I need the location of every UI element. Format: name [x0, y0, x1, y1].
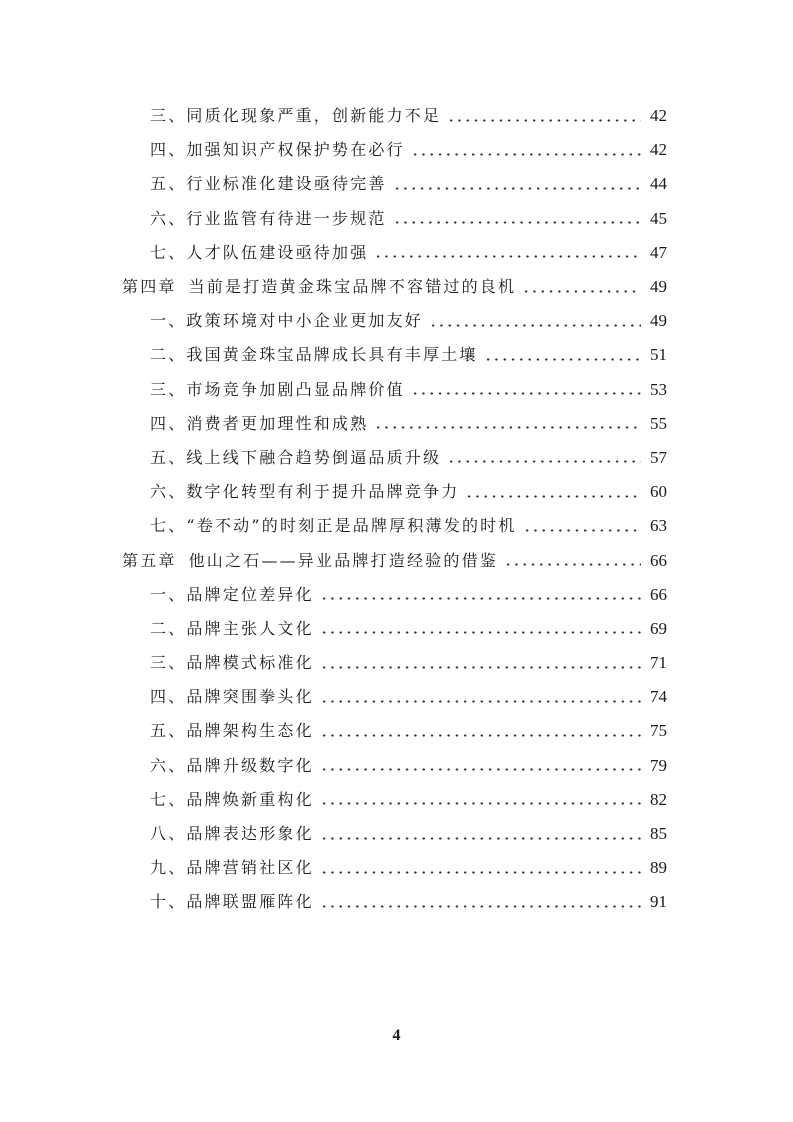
toc-entry[interactable]	[0, 817, 793, 851]
toc-dot-leader	[465, 495, 641, 498]
toc-entry-page: 60	[650, 482, 667, 502]
toc-entry-title: 三、市场竞争加剧凸显品牌价值	[150, 379, 405, 399]
toc-dot-leader	[320, 802, 641, 805]
toc-dot-leader	[411, 392, 641, 395]
toc-dot-leader	[447, 119, 641, 122]
toc-entry[interactable]	[0, 612, 793, 646]
toc-entry-page: 53	[650, 379, 667, 399]
toc-entry-page: 44	[650, 174, 667, 194]
toc-dot-leader	[320, 734, 641, 737]
toc-entry-page: 71	[650, 653, 667, 673]
toc-entry-page: 69	[650, 618, 667, 638]
toc-entry-title: 五、品牌架构生态化	[150, 721, 314, 741]
toc-dot-leader	[320, 700, 641, 703]
toc-entry-title: 四、加强知识产权保护势在必行	[150, 140, 405, 160]
toc-dot-leader	[320, 837, 641, 840]
toc-chapter-entry[interactable]	[0, 543, 793, 577]
toc-entry-page: 66	[650, 550, 667, 570]
toc-entry-title: 四、消费者更加理性和成熟	[150, 413, 369, 433]
toc-entry-title: 三、同质化现象严重，创新能力不足	[150, 106, 442, 126]
toc-dot-leader	[320, 631, 641, 634]
toc-chapter-entry[interactable]	[0, 270, 793, 304]
toc-entry-title: 二、品牌主张人文化	[150, 618, 314, 638]
toc-entry-title: 一、政策环境对中小企业更加友好	[150, 311, 424, 331]
toc-entry[interactable]	[0, 783, 793, 817]
toc-entry[interactable]	[0, 99, 793, 133]
toc-dot-leader	[523, 529, 641, 532]
toc-entry-title: 七、人才队伍建设亟待加强	[150, 242, 369, 262]
toc-dot-leader	[320, 768, 641, 771]
toc-entry-title	[122, 277, 516, 297]
toc-entry-title: 六、数字化转型有利于提升品牌竞争力	[150, 482, 460, 502]
toc-entry-page: 75	[650, 721, 667, 741]
toc-entry-title: 八、品牌表达形象化	[150, 824, 314, 844]
page-number: 4	[392, 1027, 401, 1044]
toc-entry[interactable]	[0, 133, 793, 167]
toc-entry[interactable]	[0, 851, 793, 885]
toc-chapter-number: 第五章	[122, 550, 177, 570]
toc-entry-page: 63	[650, 516, 667, 536]
toc-entry-page: 74	[650, 687, 667, 707]
toc-dot-leader	[393, 187, 641, 190]
toc-entry[interactable]	[0, 202, 793, 236]
toc-dot-leader	[374, 426, 641, 429]
toc-entry-page: 79	[650, 755, 667, 775]
toc-entry[interactable]	[0, 646, 793, 680]
toc-entry-page: 82	[650, 789, 667, 809]
toc-entry[interactable]	[0, 407, 793, 441]
toc-entry-page: 49	[650, 311, 667, 331]
toc-entry-page: 49	[650, 277, 667, 297]
toc-entry[interactable]	[0, 373, 793, 407]
toc-entry-page: 89	[650, 858, 667, 878]
toc-entry[interactable]	[0, 304, 793, 338]
toc-entry-title: 二、我国黄金珠宝品牌成长具有丰厚土壤	[150, 345, 478, 365]
toc-entry[interactable]	[0, 167, 793, 201]
toc-entry-title: 三、品牌模式标准化	[150, 653, 314, 673]
toc-dot-leader	[393, 221, 641, 224]
toc-dot-leader	[374, 255, 641, 258]
toc-entry[interactable]	[0, 680, 793, 714]
toc-dot-leader	[447, 460, 641, 463]
toc-entry[interactable]	[0, 578, 793, 612]
toc-entry[interactable]	[0, 885, 793, 919]
toc-chapter-number: 第四章	[122, 277, 177, 297]
toc-entry[interactable]	[0, 236, 793, 270]
toc-entry-title: 一、品牌定位差异化	[150, 584, 314, 604]
toc-entry-page: 47	[650, 242, 667, 262]
toc-chapter-title: 他山之石——异业品牌打造经验的借鉴	[188, 550, 499, 570]
toc-entry-title: 十、品牌联盟雁阵化	[150, 892, 314, 912]
toc-entry[interactable]	[0, 749, 793, 783]
toc-entry-page: 45	[650, 208, 667, 228]
toc-entry-title: 六、品牌升级数字化	[150, 755, 314, 775]
toc-entry-page: 91	[650, 892, 667, 912]
toc-entry-page: 42	[650, 140, 667, 160]
toc-dot-leader	[429, 324, 641, 327]
toc-entry-page: 51	[650, 345, 667, 365]
toc-entry-title: 七、品牌焕新重构化	[150, 789, 314, 809]
toc-chapter-title: 当前是打造黄金珠宝品牌不容错过的良机	[188, 277, 517, 297]
toc-entry-page: 57	[650, 447, 667, 467]
table-of-contents	[0, 99, 793, 920]
toc-entry[interactable]	[0, 509, 793, 543]
toc-entry-title: 七、“卷不动”的时刻正是品牌厚积薄发的时机	[150, 516, 517, 536]
toc-entry-page: 42	[650, 106, 667, 126]
toc-dot-leader	[522, 290, 641, 293]
toc-entry[interactable]	[0, 338, 793, 372]
toc-dot-leader	[320, 871, 641, 874]
toc-entry-title: 六、行业监管有待进一步规范	[150, 208, 387, 228]
toc-dot-leader	[504, 563, 641, 566]
toc-entry-title	[122, 551, 498, 571]
toc-entry-page: 85	[650, 824, 667, 844]
toc-entry-page: 55	[650, 413, 667, 433]
toc-dot-leader	[320, 666, 641, 669]
toc-entry-title: 五、行业标准化建设亟待完善	[150, 174, 387, 194]
toc-dot-leader	[320, 597, 641, 600]
toc-entry-title: 四、品牌突围拳头化	[150, 687, 314, 707]
toc-dot-leader	[320, 905, 641, 908]
toc-entry-title: 九、品牌营销社区化	[150, 858, 314, 878]
toc-entry[interactable]	[0, 475, 793, 509]
toc-entry-title: 五、线上线下融合趋势倒逼品质升级	[150, 447, 442, 467]
toc-dot-leader	[411, 153, 641, 156]
toc-dot-leader	[484, 358, 641, 361]
toc-entry[interactable]	[0, 441, 793, 475]
toc-entry-page: 66	[650, 584, 667, 604]
toc-entry[interactable]	[0, 714, 793, 748]
